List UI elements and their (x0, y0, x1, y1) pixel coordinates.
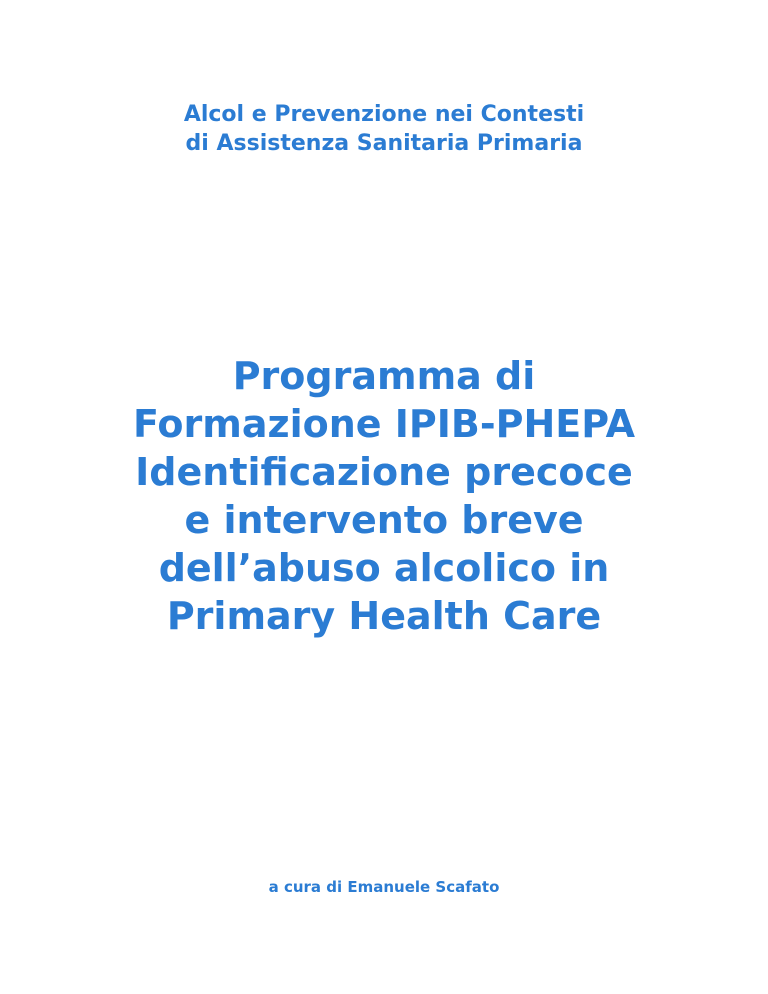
series-heading (0, 100, 768, 158)
editor-credit: a cura di Emanuele Scafato (268, 878, 500, 896)
series-heading-line-2: di Assistenza Sanitaria Primaria (185, 131, 583, 156)
title-line-2: Formazione IPIB-PHEPA (132, 402, 636, 446)
title-line-3: Identificazione precoce (135, 450, 633, 494)
title-line-1: Programma di (232, 354, 536, 398)
title-line-6: Primary Health Care (166, 594, 602, 638)
document-title (0, 352, 768, 640)
title-line-5: dell’abuso alcolico in (158, 546, 610, 590)
title-line-4: e intervento breve (184, 498, 584, 542)
series-heading-line-1: Alcol e Prevenzione nei Contesti (183, 102, 585, 127)
